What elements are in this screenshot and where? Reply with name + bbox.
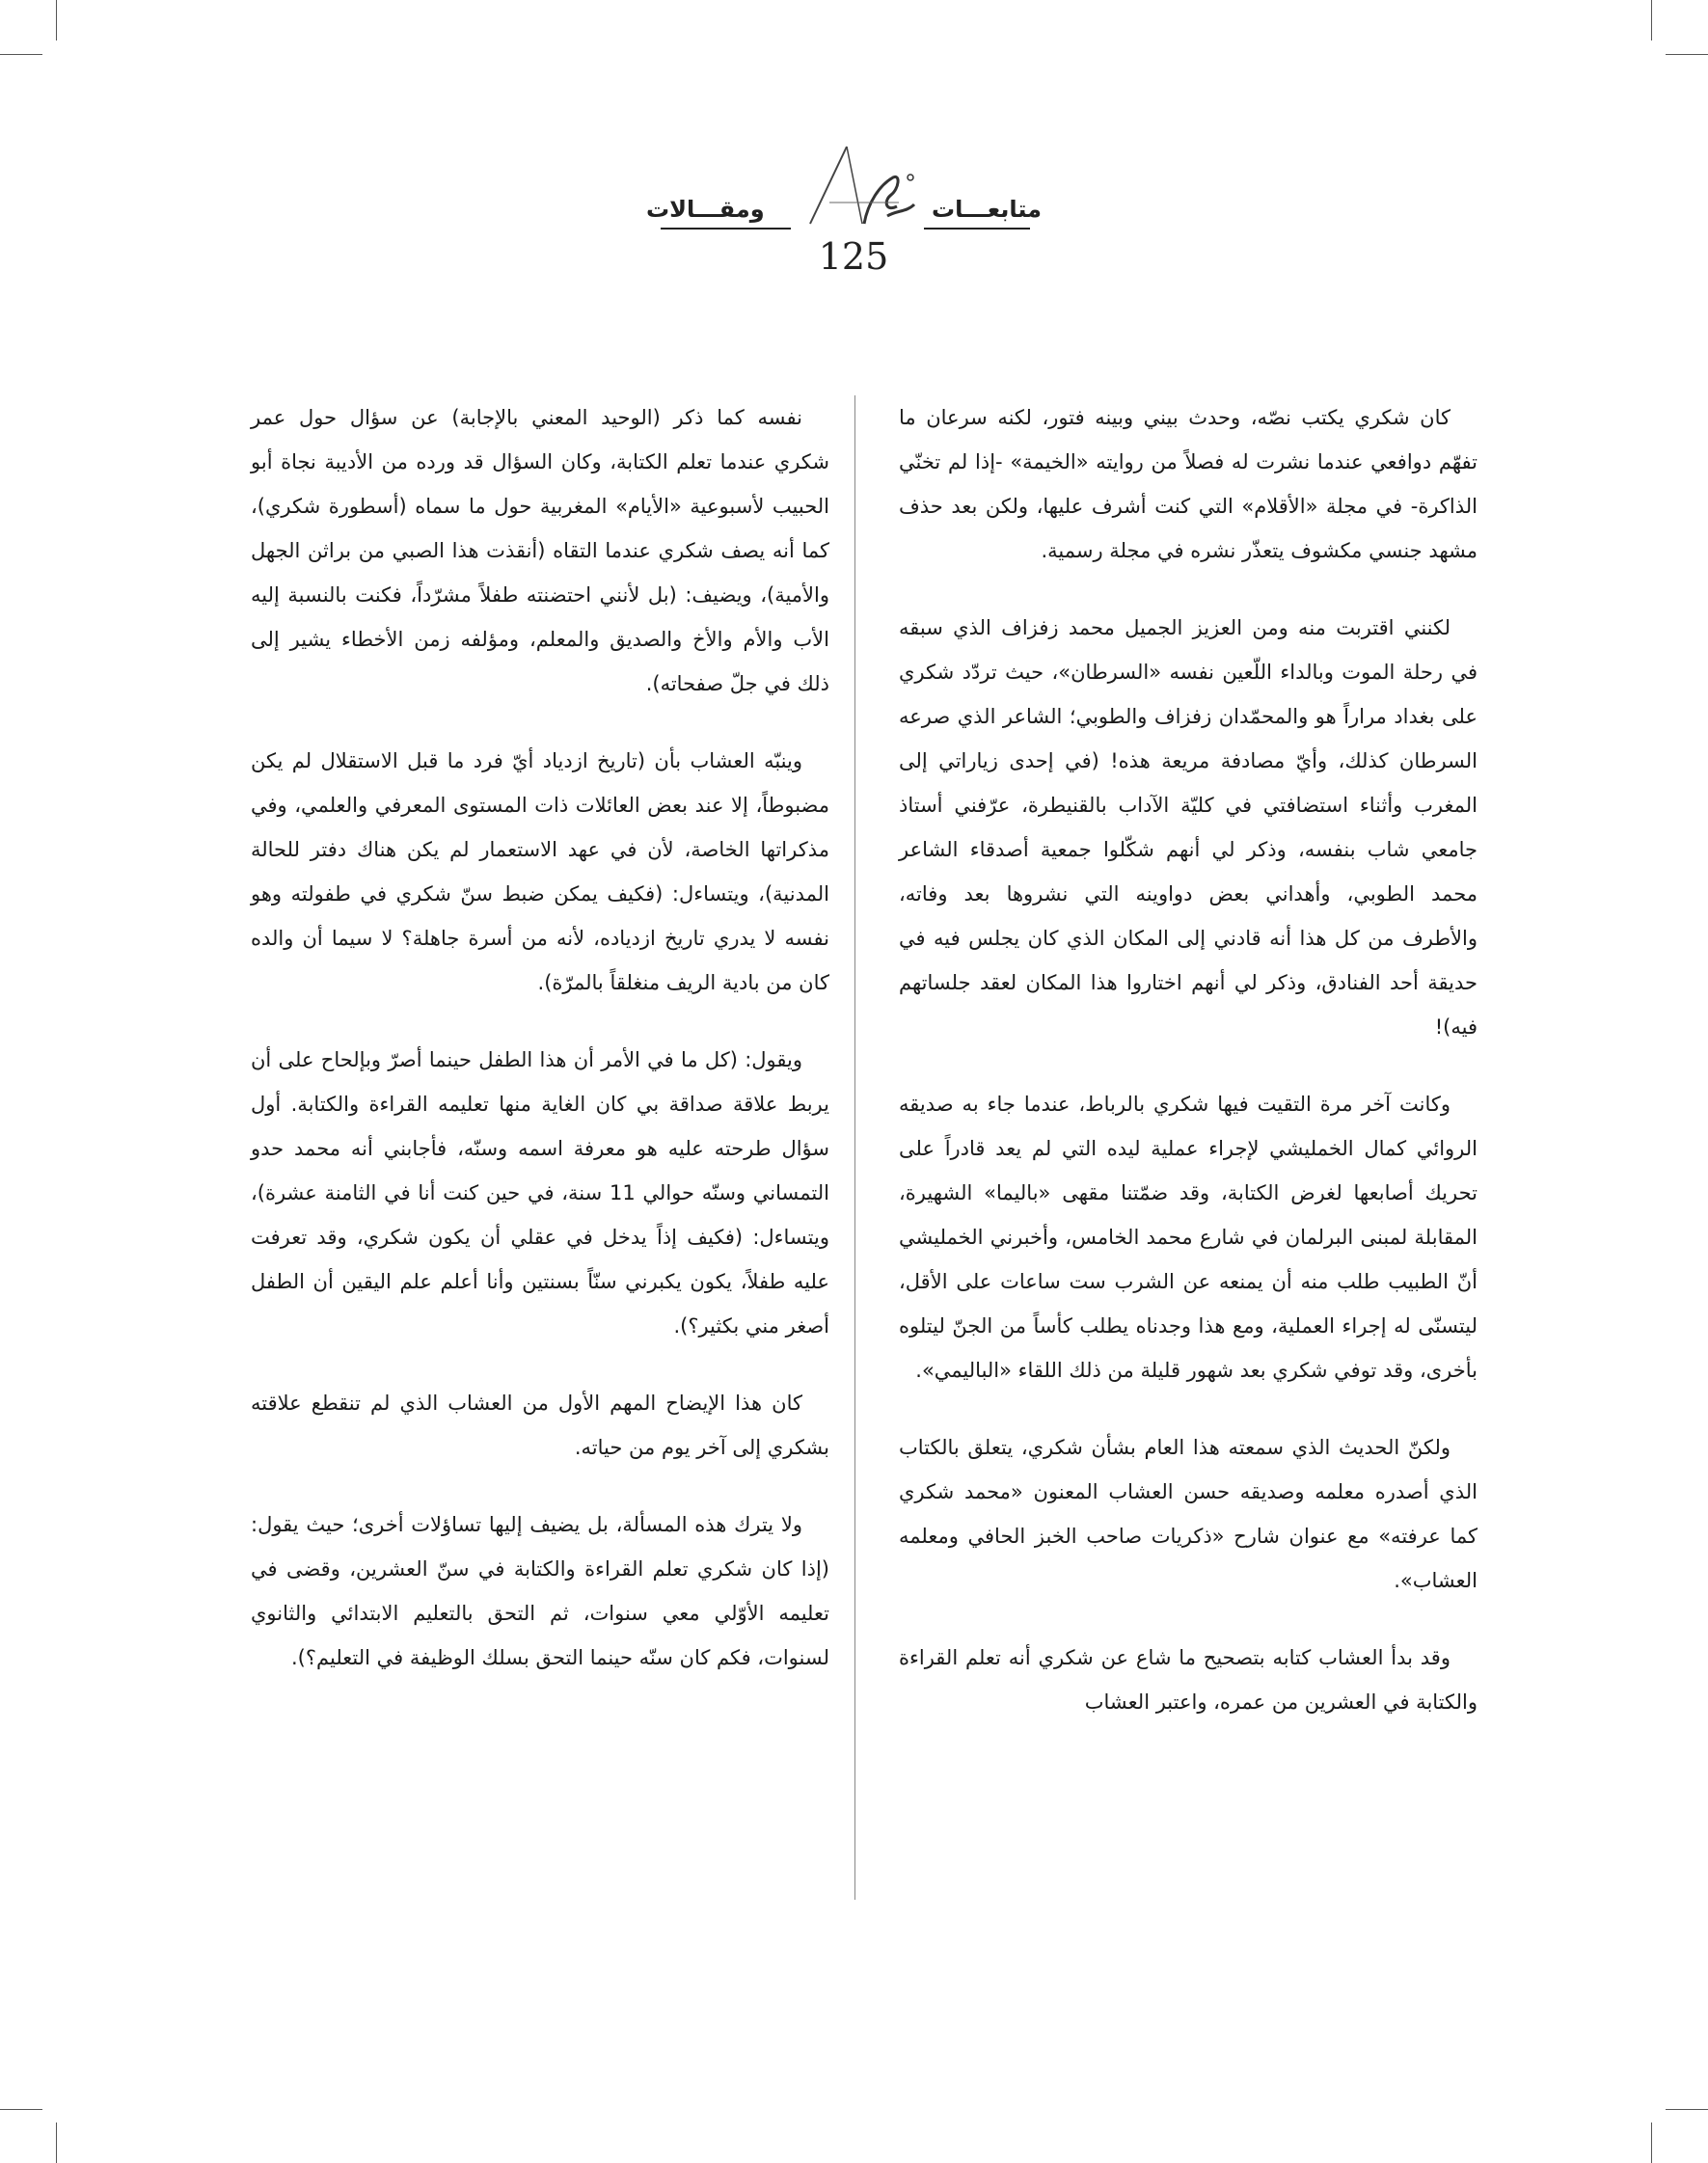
paragraph: لكنني اقتربت منه ومن العزيز الجميل محمد زفزاف الذي سبقه في رحلة الموت وبالداء اللّعين نفسه «السرطان»، حيث تردّد شكري على بغداد مراراً هو والمحمّدان زفزاف والطوبي؛ الشاعر الذي صرعه السرطان كذلك، وأيّ مصادفة مريعة هذه! (في إحدى زياراتي إلى المغرب وأثناء استضافتي في كليّة الآداب بالقنيطرة، عرّفني أستاذ جامعي شاب بنفسه، وذكر لي أنهم شكّلوا جمعية أصدقاء الشاعر محمد الطوبي، وأهداني بعض دواوينه التي نشروها بعد وفاته، والأطرف من كل هذا أنه قادني إلى المكان الذي كان يجلس فيه في حديقة أحد الفنادق، وذكر لي أنهم اختاروا هذا المكان لعقد جلساتهم فيه)! xyxy=(899,616,1478,1039)
article-column-right xyxy=(899,395,1478,1757)
header-rule-right xyxy=(924,228,1030,230)
paragraph: وكانت آخر مرة التقيت فيها شكري بالرباط، عندما جاء به صديقه الروائي كمال الخمليشي لإجراء عملية ليده التي لم يعد قادراً على تحريك أصابعها لغرض الكتابة، وقد ضمّتنا مقهى «باليما» الشهيرة، المقابلة لمبنى البرلمان في شارع محمد الخامس، وأخبرني الخمليشي أنّ الطبيب طلب منه أن يمنعه عن الشرب ست ساعات على الأقل، ليتسنّى له إجراء العملية، ومع هذا وجدناه يطلب كأساً من الجنّ ليتلوه بأخرى، وقد توفي شكري بعد شهور قليلة من ذلك اللقاء «الباليمي». xyxy=(899,1093,1478,1382)
crop-mark xyxy=(1666,54,1708,55)
article-column-left xyxy=(251,395,829,1713)
page-number: 125 xyxy=(818,235,889,278)
crop-mark xyxy=(1651,2122,1652,2163)
header-rule-left xyxy=(661,228,791,230)
paragraph: وينبّه العشاب بأن (تاريخ ازدياد أيّ فرد ما قبل الاستقلال لم يكن مضبوطاً، إلا عند بعض العائلات ذات المستوى المعرفي والعلمي، وفي مذكراتها الخاصة، لأن في عهد الاستعمار لم يكن هناك دفتر للحالة المدنية)، ويتساءل: (فكيف يمكن ضبط سنّ شكري في طفولته وهو نفسه لا يدري تاريخ ازدياده، لأنه من أسرة جاهلة؟ لا سيما أن والده كان من بادية الريف منغلقاً بالمرّة). xyxy=(251,749,829,994)
paragraph: وقد بدأ العشاب كتابه بتصحيح ما شاع عن شكري أنه تعلم القراءة والكتابة في العشرين من عمره، واعتبر العشاب xyxy=(899,1646,1478,1714)
crop-mark xyxy=(0,54,42,55)
paragraph: ولا يترك هذه المسألة، بل يضيف إليها تساؤلات أخرى؛ حيث يقول: (إذا كان شكري تعلم القراءة والكتابة في سنّ العشرين، وقضى في تعليمه الأوّلي معي سنوات، ثم التحق بالتعليم الابتدائي والثانوي لسنوات، فكم كان سنّه حينما التحق بسلك الوظيفة في التعليم؟). xyxy=(251,1513,829,1669)
crop-mark xyxy=(56,0,57,41)
paragraph: كان هذا الإيضاح المهم الأول من العشاب الذي لم تنقطع علاقته بشكري إلى آخر يوم من حياته. xyxy=(251,1392,829,1459)
magazine-logo-icon xyxy=(791,135,926,231)
section-label-followups: متابعـــات xyxy=(932,196,1042,223)
section-label-articles: ومقـــالات xyxy=(646,196,765,223)
paragraph: نفسه كما ذكر (الوحيد المعني بالإجابة) عن سؤال حول عمر شكري عندما تعلم الكتابة، وكان السؤال قد ورده من الأديبة نجاة أبو الحبيب لأسبوعية «الأيام» المغربية حول ما سماه (أسطورة شكري)، كما أنه يصف شكري عندما التقاه (أنقذت هذا الصبي من براثن الجهل والأمية)، ويضيف: (بل لأنني احتضنته طفلاً مشرّداً، فكنت بالنسبة إليه الأب والأم والأخ والصديق والمعلم، ومؤلفه زمن الأخطاء يشير إلى ذلك في جلّ صفحاته). xyxy=(251,406,829,695)
crop-mark xyxy=(1651,0,1652,41)
paragraph: ولكنّ الحديث الذي سمعته هذا العام بشأن شكري، يتعلق بالكتاب الذي أصدره معلمه وصديقه حسن العشاب المعنون «محمد شكري كما عرفته» مع عنوان شارح «ذكريات صاحب الخبز الحافي ومعلمه العشاب». xyxy=(899,1436,1478,1592)
crop-mark xyxy=(0,2109,42,2110)
paragraph: كان شكري يكتب نصّه، وحدث بيني وبينه فتور، لكنه سرعان ما تفهّم دوافعي عندما نشرت له فصلاً من روايته «الخيمة» -إذا لم تخنّي الذاكرة- في مجلة «الأقلام» التي كنت أشرف عليها، ولكن بعد حذف مشهد جنسي مكشوف يتعذّر نشره في مجلة رسمية. xyxy=(899,406,1478,562)
crop-mark xyxy=(56,2122,57,2163)
column-divider xyxy=(854,395,855,1900)
paragraph: ويقول: (كل ما في الأمر أن هذا الطفل حينما أصرّ وبإلحاح على أن يربط علاقة صداقة بي كان الغاية منها تعليمه القراءة والكتابة. أول سؤال طرحته عليه هو معرفة اسمه وسنّه، فأجابني أنه محمد حدو التمساني وسنّه حوالي 11 سنة، في حين كنت أنا في الثامنة عشرة)، ويتساءل: (فكيف إذاً يدخل في عقلي أن يكون شكري، وقد تعرفت عليه طفلاً، يكون يكبرني سنّاً بسنتين وأنا أعلم علم اليقين أن الطفل أصغر مني بكثير؟). xyxy=(251,1048,829,1338)
crop-mark xyxy=(1666,2109,1708,2110)
